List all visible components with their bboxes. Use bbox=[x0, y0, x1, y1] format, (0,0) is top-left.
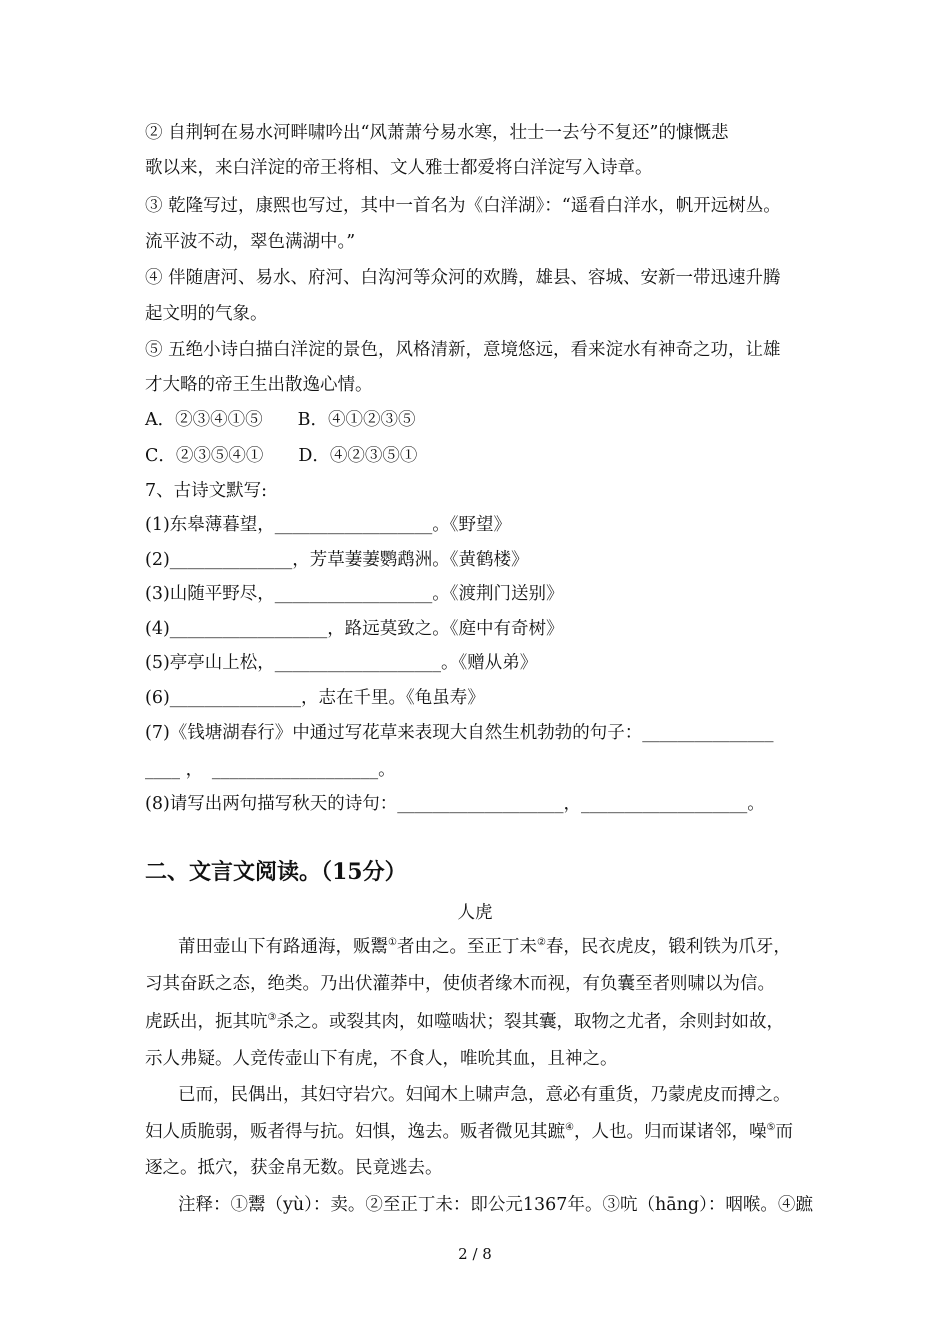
passage-para1-line-3: 虎跃出，扼其吭③杀之。或裂其肉，如噬啮状；裂其囊，取物之尤者，余则封如故， bbox=[145, 1012, 784, 1032]
q7-item-7-line-2: ____ ， ___________________。 bbox=[145, 760, 396, 780]
q7-item-3: (3)山随平野尽，__________________。《渡荆门送别》 bbox=[145, 584, 564, 604]
annotations: 注释：①鬻（yù）：卖。②至正丁未：即公元1367年。③吭（hāng）：咽喉。④蹠 bbox=[178, 1195, 813, 1215]
passage-para2-line-1: 已而，民偶出，其妇守岩穴。妇闻木上啸声急，意必有重货，乃蒙虎皮而搏之。 bbox=[178, 1085, 791, 1105]
passage-para1-line-4: 示人弗疑。人竞传壶山下有虎，不食人，唯吮其血，且神之。 bbox=[145, 1049, 618, 1069]
question-7-title: 7、古诗文默写: bbox=[145, 481, 268, 501]
q7-item-8: (8)请写出两句描写秋天的诗句：___________________，___________________。 bbox=[145, 794, 765, 814]
passage-title: 人虎 bbox=[457, 903, 493, 923]
option-row-ab: A．②③④①⑤ B．④①②③⑤ bbox=[145, 410, 416, 430]
q7-item-4: (4)__________________，路远莫致之。《庭中有奇树》 bbox=[145, 619, 564, 639]
passage-para1-line-2: 习其奋跃之态，绝类。乃出伏灌莽中，使侦者缘木而视，有负囊至者则啸以为信。 bbox=[145, 974, 775, 994]
passage-para1-line-1: 莆田壶山下有路通海，贩鬻①者由之。至正丁未②春，民衣虎皮，锻利铁为爪牙， bbox=[178, 937, 791, 957]
note-marker-5: ⑤ bbox=[766, 1122, 776, 1134]
note-marker-2: ② bbox=[536, 937, 546, 949]
q7-item-2: (2)______________，芳草萋萋鹦鹉洲。《黄鹤楼》 bbox=[145, 550, 529, 570]
q7-item-6: (6)_______________，志在千里。《龟虽寿》 bbox=[145, 688, 485, 708]
sorting-item-3-line-1: ③ 乾隆写过，康熙也写过，其中一首名为《白洋湖》：“遥看白洋水，帆开远树丛。 bbox=[145, 196, 781, 216]
sorting-item-3-line-2: 流平波不动，翠色满湖中。” bbox=[145, 232, 356, 252]
sorting-item-4-line-2: 起文明的气象。 bbox=[145, 304, 268, 324]
sorting-item-2-line-2: 歌以来，来白洋淀的帝王将相、文人雅士都爱将白洋淀写入诗章。 bbox=[145, 158, 653, 178]
section-heading: 二、文言文阅读。（15分） bbox=[145, 859, 407, 885]
page-number: 2 / 8 bbox=[458, 1245, 492, 1263]
note-marker-1: ① bbox=[388, 937, 397, 949]
q7-item-1: (1)东皋薄暮望，__________________。《野望》 bbox=[145, 515, 512, 535]
option-row-cd: C．②③⑤④① D．④②③⑤① bbox=[145, 446, 418, 466]
q7-item-5: (5)亭亭山上松，___________________。《赠从弟》 bbox=[145, 653, 538, 673]
q7-item-7-line-1: (7)《钱塘湖春行》中通过写花草来表现大自然生机勃勃的句子：_______________ bbox=[145, 723, 774, 743]
sorting-item-5-line-1: ⑤ 五绝小诗白描白洋淀的景色，风格清新，意境悠远，看来淀水有神奇之功，让雄 bbox=[145, 340, 781, 360]
sorting-item-4-line-1: ④ 伴随唐河、易水、府河、白沟河等众河的欢腾，雄县、容城、安新一带迅速升腾 bbox=[145, 268, 781, 288]
note-marker-4: ④ bbox=[565, 1122, 574, 1134]
note-marker-3: ③ bbox=[267, 1012, 277, 1024]
passage-para2-line-3: 逐之。抵穴，获金帛无数。民竟逃去。 bbox=[145, 1158, 443, 1178]
sorting-item-2-line-1: ② 自荆轲在易水河畔啸吟出“风萧萧兮易水寒，壮士一去兮不复还”的慷慨悲 bbox=[145, 123, 729, 143]
passage-para2-line-2: 妇人质脆弱，贩者得与抗。妇惧，逸去。贩者微见其蹠④，人也。归而谋诸邻，噪⑤而 bbox=[145, 1122, 793, 1142]
sorting-item-5-line-2: 才大略的帝王生出散逸心情。 bbox=[145, 375, 373, 395]
